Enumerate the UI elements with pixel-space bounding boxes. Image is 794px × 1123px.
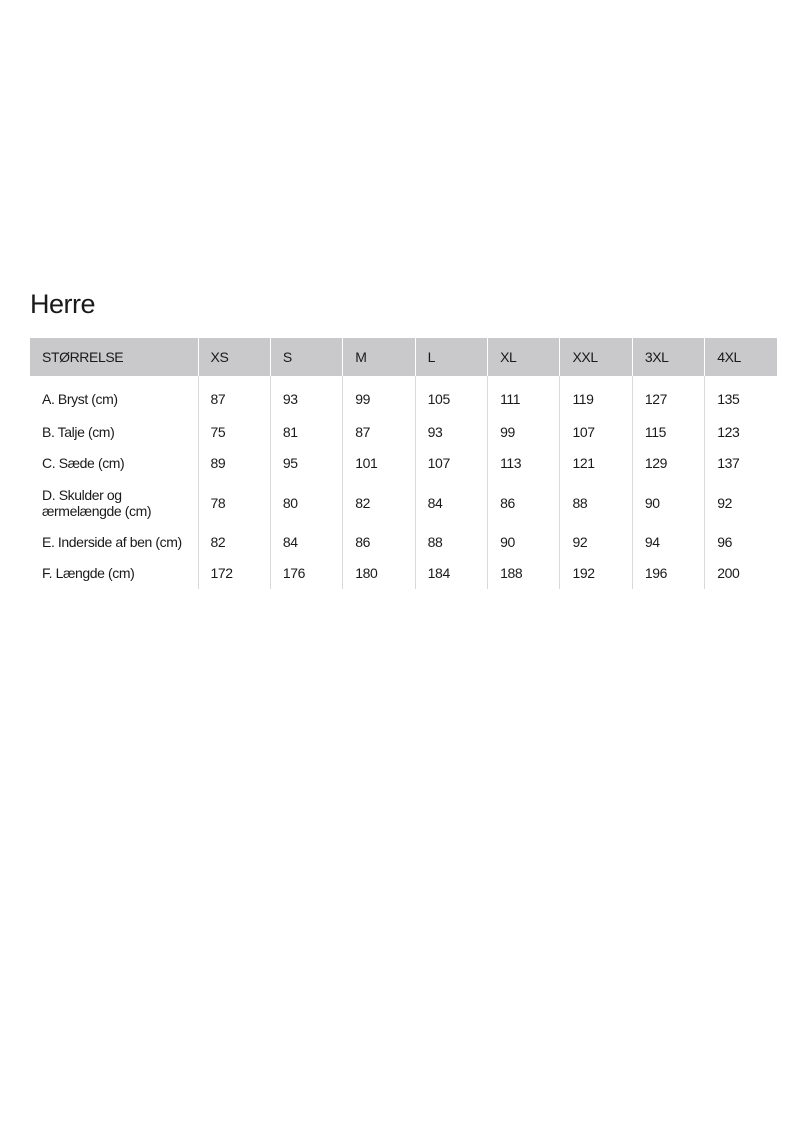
table-cell: 80 (270, 479, 342, 526)
table-cell: 113 (488, 448, 560, 480)
table-cell: 127 (632, 376, 704, 416)
table-cell: 78 (198, 479, 270, 526)
table-cell: 84 (415, 479, 487, 526)
table-cell: 93 (415, 416, 487, 448)
table-cell: 107 (560, 416, 632, 448)
table-cell: 96 (705, 526, 777, 558)
table-cell: 89 (198, 448, 270, 480)
row-label: F. Længde (cm) (42, 565, 135, 582)
table-cell: 129 (632, 448, 704, 480)
table-row-seat (30, 448, 777, 480)
row-label-line: ærmelængde (cm) (42, 502, 152, 519)
table-cell: 87 (198, 376, 270, 416)
table-cell: 115 (632, 416, 704, 448)
table-cell: 92 (705, 479, 777, 526)
table-cell: 176 (270, 558, 342, 590)
table-body (30, 376, 777, 589)
table-cell: 172 (198, 558, 270, 590)
table-cell: 196 (632, 558, 704, 590)
row-label (30, 479, 198, 526)
table-cell: 90 (632, 479, 704, 526)
header-cell-s: S (270, 338, 342, 376)
table-row-chest (30, 376, 777, 416)
header-row (30, 338, 777, 376)
table-cell: 90 (488, 526, 560, 558)
table-cell: 99 (343, 376, 415, 416)
size-table (30, 338, 777, 589)
table-header (30, 338, 777, 376)
table-row-waist (30, 416, 777, 448)
table-cell: 82 (343, 479, 415, 526)
table-cell: 123 (705, 416, 777, 448)
table-cell: 200 (705, 558, 777, 590)
table-cell: 82 (198, 526, 270, 558)
page-title: Herre (30, 289, 96, 319)
header-cell-3xl: 3XL (632, 338, 704, 376)
header-cell-xl: XL (488, 338, 560, 376)
table-cell: 135 (705, 376, 777, 416)
row-label: A. Bryst (cm) (42, 391, 118, 407)
table-row-length (30, 558, 777, 590)
table-cell: 88 (415, 526, 487, 558)
table-cell: 81 (270, 416, 342, 448)
table-cell: 99 (488, 416, 560, 448)
table-cell: 93 (270, 376, 342, 416)
row-label: E. Inderside af ben (cm) (42, 533, 182, 550)
table-row-shoulder-sleeve (30, 479, 777, 526)
table-cell: 192 (560, 558, 632, 590)
table-cell: 75 (198, 416, 270, 448)
table-cell: 88 (560, 479, 632, 526)
header-cell-xxl: XXL (560, 338, 632, 376)
table-cell: 107 (415, 448, 487, 480)
table-cell: 180 (343, 558, 415, 590)
table-cell: 101 (343, 448, 415, 480)
table-cell: 84 (270, 526, 342, 558)
row-label: B. Talje (cm) (42, 423, 115, 440)
table-cell: 87 (343, 416, 415, 448)
header-cell-l: L (415, 338, 487, 376)
table-cell: 184 (415, 558, 487, 590)
table-cell: 137 (705, 448, 777, 480)
table-row-inseam (30, 526, 777, 558)
header-cell-4xl: 4XL (705, 338, 777, 376)
row-label: C. Sæde (cm) (42, 455, 125, 472)
header-cell-size-label: STØRRELSE (42, 349, 124, 365)
table-cell: 188 (488, 558, 560, 590)
row-label-line: D. Skulder og (42, 486, 122, 503)
table-cell: 95 (270, 448, 342, 480)
table-cell: 86 (343, 526, 415, 558)
header-cell-xs: XS (198, 338, 270, 376)
table-cell: 105 (415, 376, 487, 416)
table-cell: 111 (488, 376, 560, 416)
header-cell-m: M (343, 338, 415, 376)
table-cell: 94 (632, 526, 704, 558)
table-cell: 119 (560, 376, 632, 416)
table-cell: 86 (488, 479, 560, 526)
table-cell: 92 (560, 526, 632, 558)
table-cell: 121 (560, 448, 632, 480)
